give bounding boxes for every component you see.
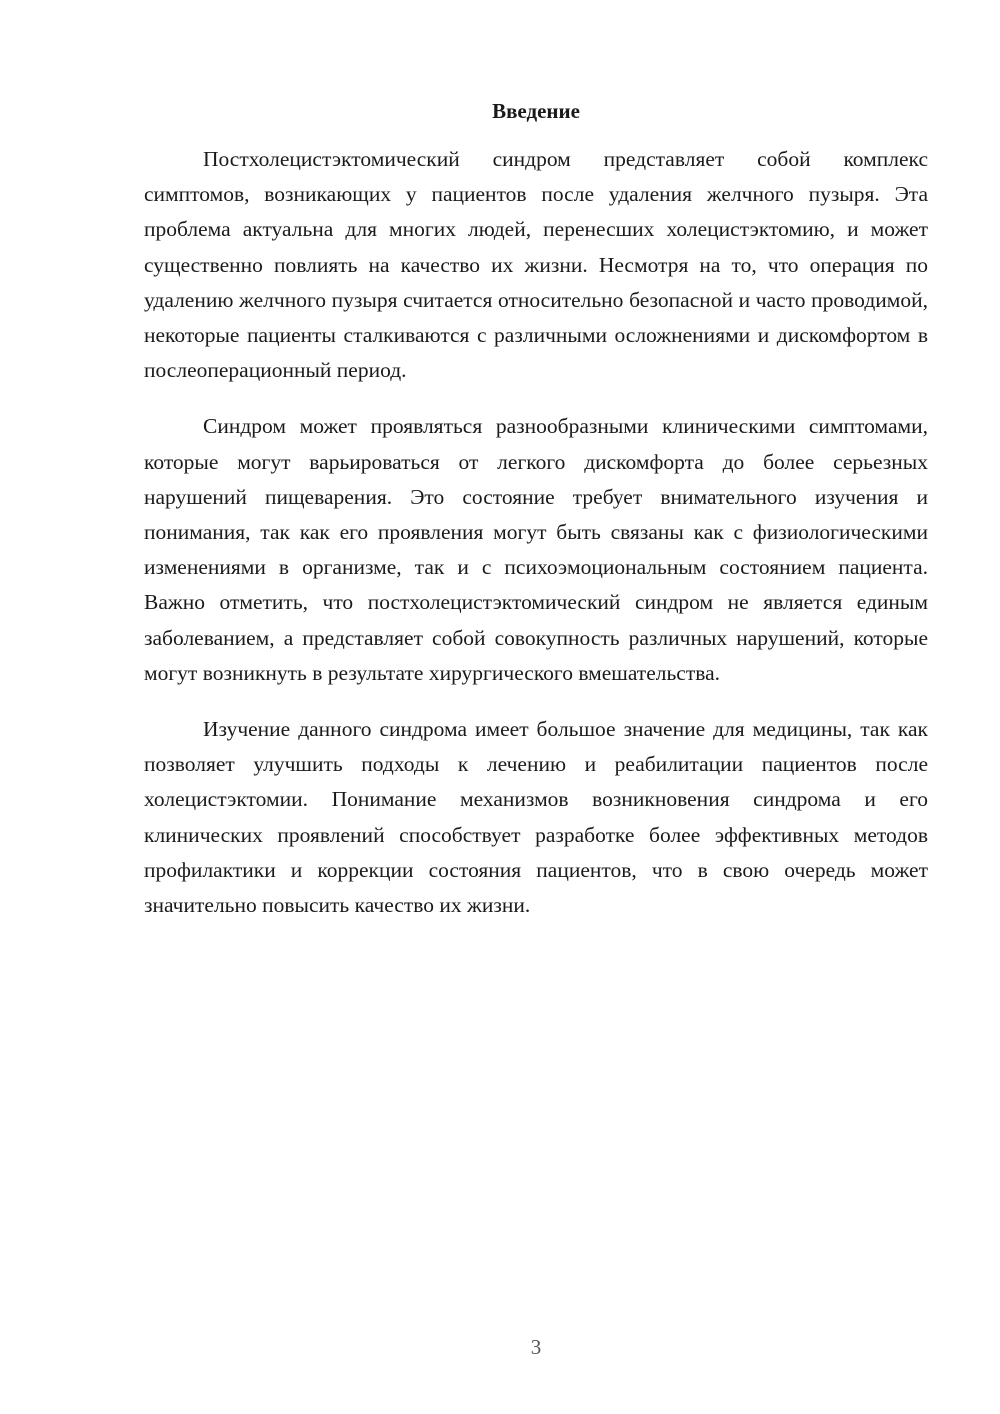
body-text (144, 142, 928, 944)
paragraph-3: Изучение данного синдрома имеет большое значение для медицины, так как позволяет улучшить подходы к лечению и реабилитации пациентов после холецистэктомии. Понимание механизмов возникновения синдрома и его клинических проявлений способствует разработке более эффективных методов профилактики и коррекции состояния пациентов, что в свою очередь может значительно повысить качество их жизни. (144, 717, 928, 918)
paragraph-2: Синдром может проявляться разнообразными клиническими симптомами, которые могут варьироваться от легкого дискомфорта до более серьезных нарушений пищеварения. Это состояние требует внимательного изучения и понимания, так как его проявления могут быть связаны как с физиологическими изменениями в организме, так и с психоэмоциональным состоянием пациента. Важно отметить, что постхолецистэктомический синдром не является единым заболеванием, а представляет собой совокупность различных нарушений, которые могут возникнуть в результате хирургического вмешательства. (144, 414, 928, 685)
page-number: 3 (530, 1335, 542, 1359)
section-heading: Введение (492, 99, 580, 123)
paragraph-1: Постхолецистэктомический синдром представляет собой комплекс симптомов, возникающих у пациентов после удаления желчного пузыря. Эта проблема актуальна для многих людей, перенесших холецистэктомию, и может существенно повлиять на качество их жизни. Несмотря на то, что операция по удалению желчного пузыря считается относительно безопасной и часто проводимой, некоторые пациенты сталкиваются с различными осложнениями и дискомфортом в послеоперационный период. (144, 147, 928, 383)
